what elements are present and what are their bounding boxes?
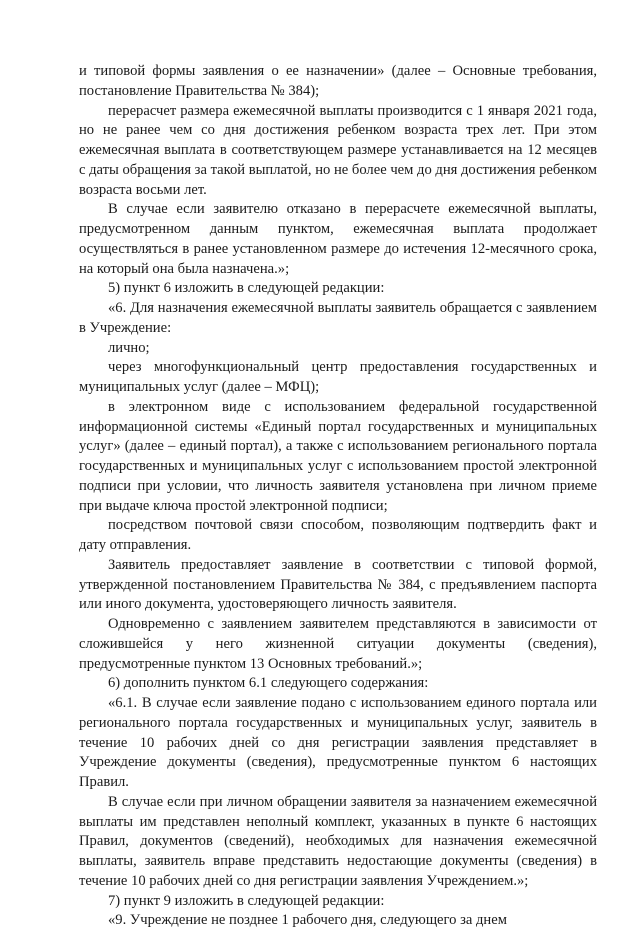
paragraph: Одновременно с заявлением заявителем представляются в зависимости от сложившейся у него жизненной ситуации документы (сведения), предусмотренные пунктом 13 Основных требований.»; [79, 616, 597, 672]
paragraph: в электронном виде с использованием федеральной государственной информационной системы «Единый портал государственных и муниципальных услуг» (далее – единый портал), а также с использованием регионального портала государственных и муниципальных услуг с использованием простой электронной подписи при условии, что личность заявителя установлена при личном приеме при выдаче ключа простой электронной подписи; [79, 398, 597, 514]
paragraph: «6. Для назначения ежемесячной выплаты заявитель обращается с заявлением в Учреждение: [79, 300, 597, 336]
paragraph: посредством почтовой связи способом, позволяющим подтвердить факт и дату отправления. [79, 517, 597, 553]
paragraph: «9. Учреждение не позднее 1 рабочего дня, следующего за днем [108, 912, 507, 929]
paragraph: через многофункциональный центр предоставления государственных и муниципальных услуг (далее – МФЦ); [79, 359, 597, 395]
paragraph: «6.1. В случае если заявление подано с использованием единого портала или регионального портала государственных и муниципальных услуг, заявитель в течение 10 рабочих дней со дня регистрации заявления представляет в Учреждение документы (сведения), предусмотренные пунктом 6 настоящих Правил. [79, 695, 597, 790]
paragraph: В случае если заявителю отказано в перерасчете ежемесячной выплаты, предусмотренном данным пунктом, ежемесячная выплата продолжает осуществляться в ранее установленном размере до истечения 12-месячного срока, на который она была назначена.»; [79, 201, 597, 277]
paragraph: лично; [108, 339, 150, 356]
list-item-7: 7) пункт 9 изложить в следующей редакции: [108, 892, 385, 909]
paragraph: В случае если при личном обращении заявителя за назначением ежемесячной выплаты им представлен неполный комплект, указанных в пункте 6 настоящих Правил, документов (сведений), необходимых для назначения ежемесячной выплаты, заявитель вправе представить недостающие документы (сведения) в течение 10 рабочих дней со дня регистрации заявления Учреждением.»; [79, 793, 597, 889]
paragraph: Заявитель предоставляет заявление в соответствии с типовой формой, утвержденной постановлением Правительства № 384, с предъявлением паспорта или иного документа, удостоверяющего личность заявителя. [79, 556, 597, 613]
paragraph: и типовой формы заявления о ее назначении» (далее – Основные требования, постановление Правительства № 384); [79, 63, 597, 99]
list-item-5: 5) пункт 6 изложить в следующей редакции: [108, 280, 385, 297]
paragraph: перерасчет размера ежемесячной выплаты производится с 1 января 2021 года, но не ранее чем со дня достижения ребенком возраста трех лет. При этом ежемесячная выплата в соответствующем размере устанавливается на 12 месяцев с даты обращения за такой выплатой, но не более чем до дня достижения ребенком возраста восьми лет. [79, 102, 597, 198]
document-body [79, 62, 597, 931]
list-item-6: 6) дополнить пунктом 6.1 следующего содержания: [108, 675, 429, 692]
